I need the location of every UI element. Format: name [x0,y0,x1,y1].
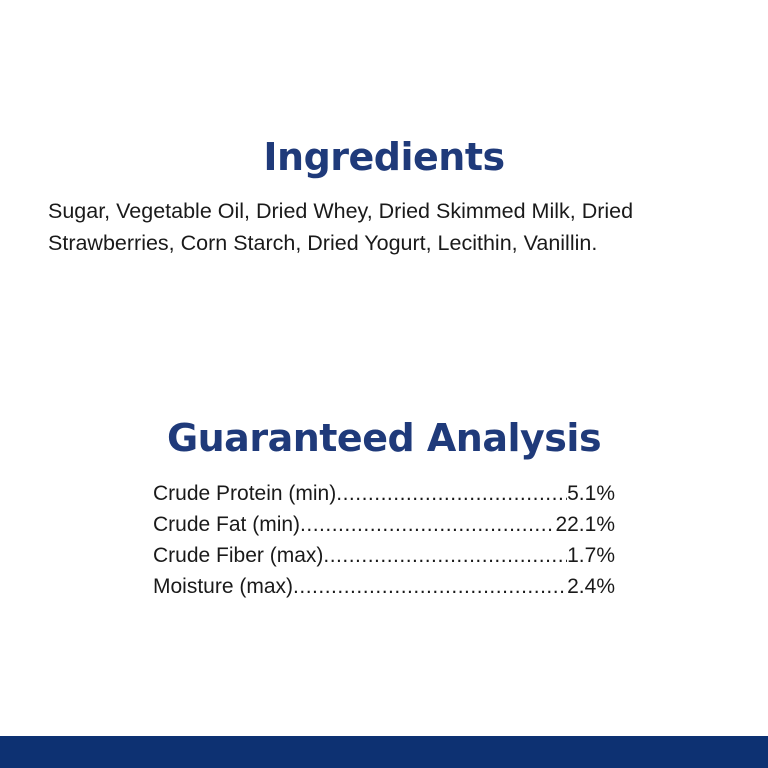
dot-leader [323,540,567,571]
guaranteed-analysis-list [153,478,615,602]
analysis-label: Crude Fat (min) [153,513,301,536]
analysis-value: 22.1% [555,513,615,536]
analysis-label: Crude Fiber (max) [153,544,324,567]
dot-leader [300,509,555,540]
footer-bar [0,736,768,768]
analysis-row-crude-fat [153,509,615,540]
dot-leader [336,478,567,509]
analysis-label: Moisture (max) [153,575,294,598]
analysis-value: 2.4% [567,575,615,598]
ingredients-list-text: Sugar, Vegetable Oil, Dried Whey, Dried Skimmed Milk, Dried Strawberries, Corn Starch, Dried Yogurt, Lecithin, Vanillin. [48,199,634,255]
guaranteed-analysis-title: Guaranteed Analysis [166,416,602,460]
analysis-value: 1.7% [567,544,615,567]
analysis-row-moisture [153,571,615,602]
dot-leader [293,571,567,602]
ingredients-title: Ingredients [263,135,505,179]
analysis-label: Crude Protein (min) [153,482,337,505]
analysis-row-crude-fiber [153,540,615,571]
analysis-value: 5.1% [567,482,615,505]
analysis-row-crude-protein [153,478,615,509]
